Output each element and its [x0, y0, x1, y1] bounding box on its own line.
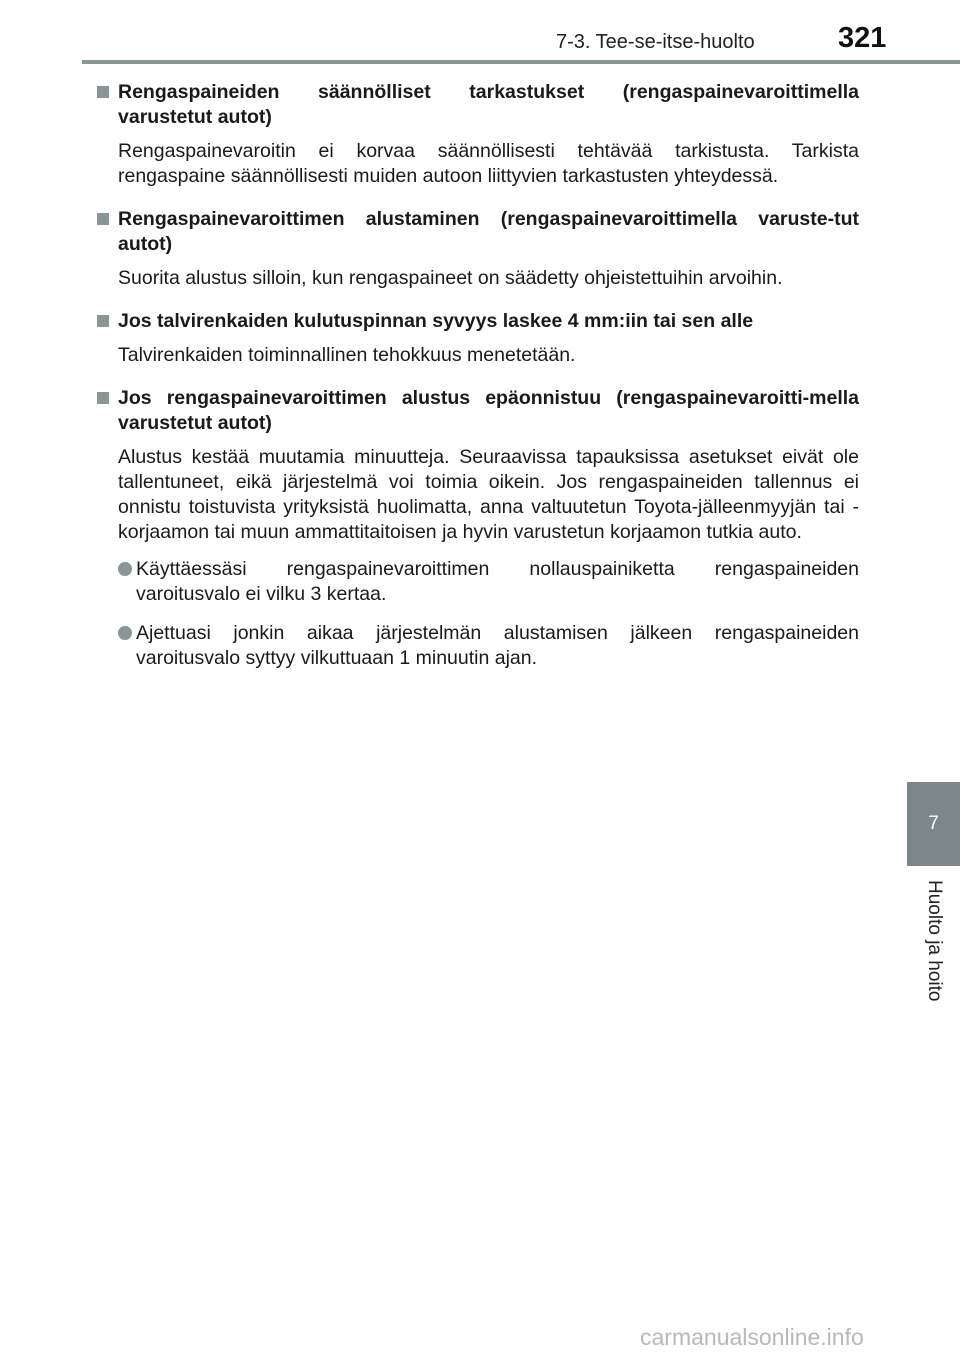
section-heading-text: Rengaspainevaroittimen alustaminen (rengaspainevaroittimella varuste-tut autot) — [118, 208, 859, 255]
section-body: Suorita alustus silloin, kun rengaspaineet on säädetty ohjeistettuihin arvoihin. — [118, 267, 783, 289]
list-item — [118, 621, 859, 671]
section-body: Rengaspainevaroitin ei korvaa säännöllisesti tehtävää tarkistusta. Tarkista rengaspaine säännöllisesti muiden autoon liittyvien tarkastusten yhteydessä. — [118, 140, 859, 187]
section-heading-text: Rengaspaineiden säännölliset tarkastukset (rengaspainevaroittimella varustetut autot) — [118, 81, 859, 128]
page-content — [97, 80, 859, 689]
list-item — [118, 557, 859, 607]
section-heading — [97, 386, 859, 436]
section-tpms-initialization — [97, 207, 859, 291]
section-initialization-failure — [97, 386, 859, 671]
chapter-tab — [907, 782, 960, 866]
square-bullet-icon — [97, 315, 109, 327]
section-body: Talvirenkaiden toiminnallinen tehokkuus menetetään. — [118, 344, 576, 366]
header-divider — [82, 60, 960, 64]
section-heading-text: Jos rengaspainevaroittimen alustus epäonnistuu (rengaspainevaroitti-mella varustetut autot) — [118, 387, 859, 434]
section-body: Alustus kestää muutamia minuutteja. Seuraavissa tapauksissa asetukset eivät ole tallentuneet, eikä järjestelmä voi toimia oikein. Jos rengaspaineiden tallennus ei onnistu toistuvista yrityksistä huolimatta, anna valtuutetun Toyota-jälleenmyyjän tai -korjaamon tai muun ammattitaitoisen ja hyvin varustetun korjaamon tutkia auto. — [118, 446, 859, 543]
chapter-label: Huolto ja hoito — [924, 880, 945, 1002]
chapter-number: 7 — [928, 813, 939, 834]
circle-bullet-icon — [118, 626, 132, 640]
section-heading — [97, 80, 859, 130]
section-heading-text: Jos talvirenkaiden kulutuspinnan syvyys laskee 4 mm:iin tai sen alle — [118, 310, 754, 332]
square-bullet-icon — [97, 392, 109, 404]
section-tpms-regular-checks — [97, 80, 859, 189]
watermark: carmanualsonline.info — [640, 1324, 864, 1350]
sub-bullet-list — [97, 557, 859, 671]
page-number: 321 — [838, 22, 887, 54]
page-header — [0, 0, 960, 64]
list-item-text: Ajettuasi jonkin aikaa järjestelmän alustamisen jälkeen rengaspaineiden varoitusvalo syttyy vilkuttuaan 1 minuutin ajan. — [136, 622, 859, 669]
section-heading — [97, 207, 859, 257]
section-winter-tread-depth — [97, 309, 859, 368]
section-heading — [97, 309, 859, 334]
section-title: 7-3. Tee-se-itse-huolto — [556, 31, 755, 53]
square-bullet-icon — [97, 86, 109, 98]
list-item-text: Käyttäessäsi rengaspainevaroittimen nollauspainiketta rengaspaineiden varoitusvalo ei vilku 3 kertaa. — [136, 558, 859, 605]
square-bullet-icon — [97, 213, 109, 225]
circle-bullet-icon — [118, 562, 132, 576]
